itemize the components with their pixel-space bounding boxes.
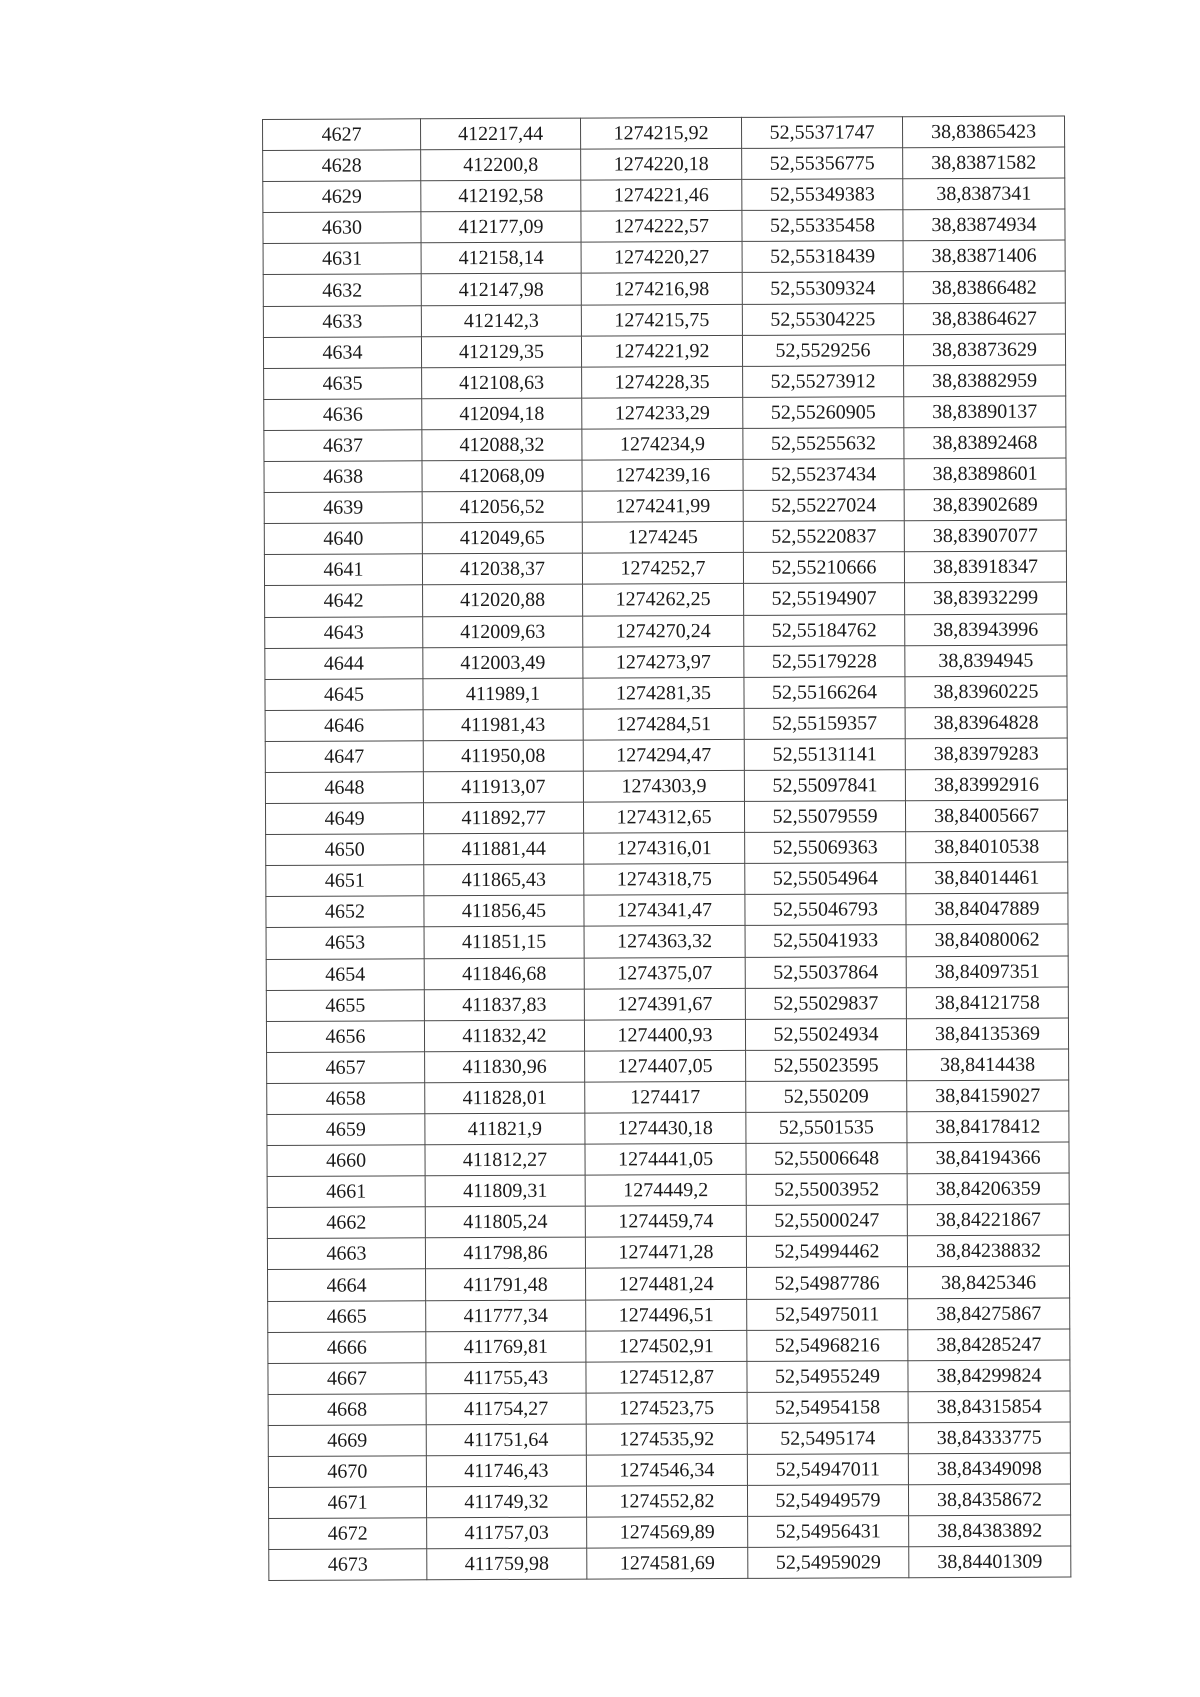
point-number-cell: 4673 [269, 1549, 427, 1581]
point-number-cell: 4641 [264, 554, 422, 586]
latitude-cell: 52,54959029 [748, 1547, 909, 1579]
point-number-cell: 4667 [268, 1363, 426, 1395]
longitude-cell: 38,84401309 [909, 1546, 1071, 1578]
x-coordinate-cell: 412177,09 [421, 211, 581, 243]
x-coordinate-cell: 411751,64 [426, 1424, 586, 1456]
table-row [265, 800, 1067, 835]
latitude-cell: 52,55210666 [743, 552, 904, 584]
latitude-cell: 52,55273912 [743, 365, 904, 397]
y-coordinate-cell: 1274294,47 [583, 739, 744, 771]
latitude-cell: 52,55069363 [745, 832, 906, 864]
table-row [266, 893, 1068, 928]
table-row [268, 1422, 1070, 1457]
longitude-cell: 38,84047889 [906, 893, 1068, 925]
longitude-cell: 38,84080062 [906, 924, 1068, 956]
longitude-cell: 38,84275867 [908, 1298, 1070, 1330]
y-coordinate-cell: 1274341,47 [584, 895, 745, 927]
point-number-cell: 4669 [268, 1425, 426, 1457]
table-row [265, 645, 1067, 680]
y-coordinate-cell: 1274233,29 [582, 397, 743, 429]
table-row [267, 1235, 1069, 1270]
x-coordinate-cell: 412200,8 [421, 149, 581, 181]
table-row [263, 303, 1065, 338]
latitude-cell: 52,55318439 [742, 241, 903, 273]
table-row [267, 1111, 1069, 1146]
point-number-cell: 4639 [264, 492, 422, 524]
y-coordinate-cell: 1274481,24 [586, 1268, 747, 1300]
x-coordinate-cell: 411791,48 [426, 1269, 586, 1301]
y-coordinate-cell: 1274569,89 [587, 1517, 748, 1549]
point-number-cell: 4655 [266, 989, 424, 1021]
x-coordinate-cell: 411989,1 [423, 678, 583, 710]
y-coordinate-cell: 1274459,74 [585, 1206, 746, 1238]
longitude-cell: 38,83890137 [904, 396, 1066, 428]
table-row [267, 1080, 1069, 1115]
latitude-cell: 52,54987786 [747, 1267, 908, 1299]
point-number-cell: 4636 [264, 399, 422, 431]
y-coordinate-cell: 1274239,16 [582, 459, 743, 491]
y-coordinate-cell: 1274502,91 [586, 1330, 747, 1362]
longitude-cell: 38,83871582 [903, 147, 1065, 179]
longitude-cell: 38,83992916 [905, 769, 1067, 801]
latitude-cell: 52,54955249 [747, 1360, 908, 1392]
x-coordinate-cell: 411749,32 [426, 1486, 586, 1518]
point-number-cell: 4632 [263, 274, 421, 306]
x-coordinate-cell: 412009,63 [423, 616, 583, 648]
point-number-cell: 4629 [263, 181, 421, 213]
point-number-cell: 4650 [266, 834, 424, 866]
point-number-cell: 4654 [266, 958, 424, 990]
table-row [264, 551, 1066, 586]
y-coordinate-cell: 1274441,05 [585, 1143, 746, 1175]
point-number-cell: 4668 [268, 1394, 426, 1426]
latitude-cell: 52,55097841 [744, 770, 905, 802]
latitude-cell: 52,55194907 [744, 583, 905, 615]
longitude-cell: 38,84349098 [908, 1453, 1070, 1485]
latitude-cell: 52,55024934 [745, 1018, 906, 1050]
y-coordinate-cell: 1274400,93 [584, 1019, 745, 1051]
y-coordinate-cell: 1274316,01 [584, 833, 745, 865]
x-coordinate-cell: 411821,9 [425, 1113, 585, 1145]
table-row [266, 1018, 1068, 1053]
x-coordinate-cell: 411754,27 [426, 1393, 586, 1425]
latitude-cell: 52,55179228 [744, 645, 905, 677]
x-coordinate-cell: 412142,3 [421, 305, 581, 337]
y-coordinate-cell: 1274221,92 [581, 335, 742, 367]
x-coordinate-cell: 411746,43 [426, 1455, 586, 1487]
longitude-cell: 38,84097351 [906, 956, 1068, 988]
table-row [263, 240, 1065, 275]
longitude-cell: 38,84178412 [907, 1111, 1069, 1143]
x-coordinate-cell: 412108,63 [422, 367, 582, 399]
longitude-cell: 38,8394945 [905, 645, 1067, 677]
latitude-cell: 52,55371747 [741, 117, 902, 149]
y-coordinate-cell: 1274552,82 [586, 1486, 747, 1518]
y-coordinate-cell: 1274312,65 [583, 801, 744, 833]
latitude-cell: 52,55237434 [743, 459, 904, 491]
x-coordinate-cell: 411832,42 [424, 1020, 584, 1052]
table-row [265, 613, 1067, 648]
y-coordinate-cell: 1274430,18 [585, 1112, 746, 1144]
table-row [264, 365, 1066, 400]
longitude-cell: 38,84333775 [908, 1422, 1070, 1454]
y-coordinate-cell: 1274228,35 [582, 366, 743, 398]
y-coordinate-cell: 1274417 [585, 1081, 746, 1113]
x-coordinate-cell: 411830,96 [425, 1051, 585, 1083]
latitude-cell: 52,55220837 [743, 521, 904, 553]
longitude-cell: 38,83874934 [903, 209, 1065, 241]
latitude-cell: 52,55029837 [745, 987, 906, 1019]
x-coordinate-cell: 411777,34 [426, 1300, 586, 1332]
latitude-cell: 52,54956431 [748, 1516, 909, 1548]
point-number-cell: 4662 [267, 1207, 425, 1239]
point-number-cell: 4638 [264, 461, 422, 493]
longitude-cell: 38,83866482 [903, 271, 1065, 303]
table-row [265, 769, 1067, 804]
y-coordinate-cell: 1274215,92 [580, 117, 741, 149]
table-row [263, 334, 1065, 369]
point-number-cell: 4644 [265, 647, 423, 679]
longitude-cell: 38,84014461 [906, 862, 1068, 894]
point-number-cell: 4671 [268, 1487, 426, 1519]
longitude-cell: 38,84315854 [908, 1391, 1070, 1423]
point-number-cell: 4635 [264, 368, 422, 400]
longitude-cell: 38,84121758 [906, 987, 1068, 1019]
longitude-cell: 38,84005667 [905, 800, 1067, 832]
latitude-cell: 52,55037864 [745, 956, 906, 988]
x-coordinate-cell: 411865,43 [424, 864, 584, 896]
longitude-cell: 38,8425346 [908, 1266, 1070, 1298]
table-row [265, 676, 1067, 711]
latitude-cell: 52,55023595 [746, 1050, 907, 1082]
longitude-cell: 38,84010538 [906, 831, 1068, 863]
y-coordinate-cell: 1274273,97 [583, 646, 744, 678]
table-row [267, 1204, 1069, 1239]
latitude-cell: 52,5529256 [742, 334, 903, 366]
point-number-cell: 4656 [266, 1021, 424, 1053]
table-row [264, 427, 1066, 462]
y-coordinate-cell: 1274241,99 [582, 491, 743, 523]
x-coordinate-cell: 411981,43 [423, 709, 583, 741]
point-number-cell: 4628 [263, 150, 421, 182]
latitude-cell: 52,55166264 [744, 676, 905, 708]
table-row [266, 956, 1068, 991]
longitude-cell: 38,83864627 [903, 303, 1065, 335]
table-row [263, 209, 1065, 244]
y-coordinate-cell: 1274220,18 [581, 149, 742, 181]
latitude-cell: 52,5495174 [747, 1423, 908, 1455]
point-number-cell: 4666 [268, 1331, 426, 1363]
latitude-cell: 52,54975011 [747, 1298, 908, 1330]
longitude-cell: 38,83898601 [904, 458, 1066, 490]
point-number-cell: 4670 [268, 1456, 426, 1488]
point-number-cell: 4647 [265, 741, 423, 773]
table-row [265, 707, 1067, 742]
table-row [266, 862, 1068, 897]
point-number-cell: 4664 [268, 1269, 426, 1301]
longitude-cell: 38,83871406 [903, 240, 1065, 272]
longitude-cell: 38,83865423 [902, 116, 1064, 148]
x-coordinate-cell: 411798,86 [425, 1237, 585, 1269]
table-row [265, 582, 1067, 617]
point-number-cell: 4642 [265, 585, 423, 617]
latitude-cell: 52,54994462 [746, 1236, 907, 1268]
point-number-cell: 4657 [267, 1052, 425, 1084]
table-row [264, 489, 1066, 524]
latitude-cell: 52,55003952 [746, 1174, 907, 1206]
latitude-cell: 52,55131141 [744, 739, 905, 771]
x-coordinate-cell: 411828,01 [425, 1082, 585, 1114]
table-row [268, 1484, 1070, 1519]
latitude-cell: 52,55260905 [743, 397, 904, 429]
y-coordinate-cell: 1274496,51 [586, 1299, 747, 1331]
latitude-cell: 52,54949579 [747, 1485, 908, 1517]
latitude-cell: 52,54947011 [747, 1454, 908, 1486]
table-row [269, 1515, 1071, 1550]
latitude-cell: 52,55304225 [742, 303, 903, 335]
table-row [264, 396, 1066, 431]
table-row [266, 987, 1068, 1022]
latitude-cell: 52,55041933 [745, 925, 906, 957]
y-coordinate-cell: 1274318,75 [584, 864, 745, 896]
x-coordinate-cell: 411769,81 [426, 1331, 586, 1363]
y-coordinate-cell: 1274535,92 [586, 1423, 747, 1455]
y-coordinate-cell: 1274245 [582, 522, 743, 554]
longitude-cell: 38,84358672 [908, 1484, 1070, 1516]
point-number-cell: 4665 [268, 1300, 426, 1332]
x-coordinate-cell: 411846,68 [424, 958, 584, 990]
y-coordinate-cell: 1274471,28 [585, 1237, 746, 1269]
latitude-cell: 52,54954158 [747, 1392, 908, 1424]
x-coordinate-cell: 412094,18 [422, 398, 582, 430]
latitude-cell: 52,55046793 [745, 894, 906, 926]
latitude-cell: 52,54968216 [747, 1329, 908, 1361]
longitude-cell: 38,83882959 [904, 365, 1066, 397]
y-coordinate-cell: 1274262,25 [583, 584, 744, 616]
table-row [264, 520, 1066, 555]
point-number-cell: 4658 [267, 1083, 425, 1115]
point-number-cell: 4672 [269, 1518, 427, 1550]
table-row [268, 1391, 1070, 1426]
x-coordinate-cell: 411881,44 [424, 833, 584, 865]
longitude-cell: 38,8387341 [903, 178, 1065, 210]
latitude-cell: 52,55054964 [745, 863, 906, 895]
y-coordinate-cell: 1274546,34 [586, 1454, 747, 1486]
point-number-cell: 4646 [265, 710, 423, 742]
y-coordinate-cell: 1274407,05 [585, 1050, 746, 1082]
y-coordinate-cell: 1274222,57 [581, 211, 742, 243]
point-number-cell: 4661 [267, 1176, 425, 1208]
table-row [267, 1142, 1069, 1177]
x-coordinate-cell: 411757,03 [427, 1517, 587, 1549]
latitude-cell: 52,5501535 [746, 1112, 907, 1144]
point-number-cell: 4660 [267, 1145, 425, 1177]
x-coordinate-cell: 411837,83 [424, 989, 584, 1021]
y-coordinate-cell: 1274284,51 [583, 708, 744, 740]
point-number-cell: 4652 [266, 896, 424, 928]
table-row [269, 1546, 1071, 1581]
latitude-cell: 52,55184762 [744, 614, 905, 646]
longitude-cell: 38,83902689 [904, 489, 1066, 521]
y-coordinate-cell: 1274220,27 [581, 242, 742, 274]
x-coordinate-cell: 411805,24 [425, 1206, 585, 1238]
point-number-cell: 4627 [263, 119, 421, 151]
x-coordinate-cell: 412056,52 [422, 491, 582, 523]
latitude-cell: 52,55000247 [746, 1205, 907, 1237]
y-coordinate-cell: 1274216,98 [581, 273, 742, 305]
table-row [265, 738, 1067, 773]
x-coordinate-cell: 412049,65 [422, 522, 582, 554]
latitude-cell: 52,55356775 [742, 148, 903, 180]
x-coordinate-cell: 412003,49 [423, 647, 583, 679]
y-coordinate-cell: 1274215,75 [581, 304, 742, 336]
table-row [268, 1453, 1070, 1488]
x-coordinate-cell: 412088,32 [422, 429, 582, 461]
y-coordinate-cell: 1274281,35 [583, 677, 744, 709]
x-coordinate-cell: 411809,31 [425, 1175, 585, 1207]
longitude-cell: 38,84383892 [909, 1515, 1071, 1547]
x-coordinate-cell: 412217,44 [421, 118, 581, 150]
x-coordinate-cell: 411856,45 [424, 895, 584, 927]
y-coordinate-cell: 1274270,24 [583, 615, 744, 647]
point-number-cell: 4648 [265, 772, 423, 804]
point-number-cell: 4637 [264, 430, 422, 462]
longitude-cell: 38,8414438 [907, 1049, 1069, 1081]
latitude-cell: 52,55349383 [742, 179, 903, 211]
table-row [268, 1298, 1070, 1333]
longitude-cell: 38,83873629 [903, 334, 1065, 366]
point-number-cell: 4640 [264, 523, 422, 555]
longitude-cell: 38,84135369 [906, 1018, 1068, 1050]
y-coordinate-cell: 1274363,32 [584, 926, 745, 958]
longitude-cell: 38,83979283 [905, 738, 1067, 770]
latitude-cell: 52,55079559 [744, 801, 905, 833]
point-number-cell: 4651 [266, 865, 424, 897]
table-row [263, 116, 1065, 151]
table-row [268, 1329, 1070, 1364]
point-number-cell: 4643 [265, 616, 423, 648]
longitude-cell: 38,83932299 [905, 582, 1067, 614]
longitude-cell: 38,84299824 [908, 1360, 1070, 1392]
table-row [264, 458, 1066, 493]
point-number-cell: 4630 [263, 212, 421, 244]
longitude-cell: 38,83943996 [905, 613, 1067, 645]
longitude-cell: 38,83892468 [904, 427, 1066, 459]
point-number-cell: 4663 [267, 1238, 425, 1270]
y-coordinate-cell: 1274512,87 [586, 1361, 747, 1393]
longitude-cell: 38,83918347 [904, 551, 1066, 583]
table-row [266, 831, 1068, 866]
x-coordinate-cell: 411851,15 [424, 927, 584, 959]
point-number-cell: 4631 [263, 243, 421, 275]
x-coordinate-cell: 412068,09 [422, 460, 582, 492]
longitude-cell: 38,83960225 [905, 676, 1067, 708]
longitude-cell: 38,84194366 [907, 1142, 1069, 1174]
longitude-cell: 38,84238832 [907, 1235, 1069, 1267]
point-number-cell: 4653 [266, 927, 424, 959]
latitude-cell: 52,55309324 [742, 272, 903, 304]
latitude-cell: 52,55006648 [746, 1143, 907, 1175]
table-row [268, 1266, 1070, 1301]
y-coordinate-cell: 1274375,07 [584, 957, 745, 989]
table-row [268, 1360, 1070, 1395]
latitude-cell: 52,55159357 [744, 707, 905, 739]
x-coordinate-cell: 411755,43 [426, 1362, 586, 1394]
y-coordinate-cell: 1274234,9 [582, 428, 743, 460]
table-row [263, 147, 1065, 182]
x-coordinate-cell: 411892,77 [423, 802, 583, 834]
x-coordinate-cell: 412192,58 [421, 180, 581, 212]
table-row [263, 271, 1065, 306]
longitude-cell: 38,84206359 [907, 1173, 1069, 1205]
y-coordinate-cell: 1274252,7 [582, 553, 743, 585]
table-row [266, 924, 1068, 959]
x-coordinate-cell: 411950,08 [423, 740, 583, 772]
x-coordinate-cell: 412158,14 [421, 242, 581, 274]
y-coordinate-cell: 1274581,69 [587, 1548, 748, 1580]
longitude-cell: 38,84285247 [908, 1329, 1070, 1361]
longitude-cell: 38,83907077 [904, 520, 1066, 552]
longitude-cell: 38,84221867 [907, 1204, 1069, 1236]
x-coordinate-cell: 411812,27 [425, 1144, 585, 1176]
longitude-cell: 38,83964828 [905, 707, 1067, 739]
x-coordinate-cell: 411913,07 [423, 771, 583, 803]
latitude-cell: 52,550209 [746, 1081, 907, 1113]
longitude-cell: 38,84159027 [907, 1080, 1069, 1112]
y-coordinate-cell: 1274523,75 [586, 1392, 747, 1424]
latitude-cell: 52,55335458 [742, 210, 903, 242]
x-coordinate-cell: 412129,35 [421, 336, 581, 368]
x-coordinate-cell: 411759,98 [427, 1548, 587, 1580]
point-number-cell: 4645 [265, 678, 423, 710]
coordinate-table [262, 115, 1071, 1581]
table-row [267, 1049, 1069, 1084]
x-coordinate-cell: 412020,88 [423, 585, 583, 617]
point-number-cell: 4633 [263, 305, 421, 337]
point-number-cell: 4634 [263, 336, 421, 368]
point-number-cell: 4659 [267, 1114, 425, 1146]
latitude-cell: 52,55227024 [743, 490, 904, 522]
y-coordinate-cell: 1274449,2 [585, 1175, 746, 1207]
point-number-cell: 4649 [265, 803, 423, 835]
y-coordinate-cell: 1274221,46 [581, 180, 742, 212]
coordinate-table-body [263, 116, 1071, 1581]
table-row [267, 1173, 1069, 1208]
latitude-cell: 52,55255632 [743, 428, 904, 460]
y-coordinate-cell: 1274303,9 [583, 770, 744, 802]
x-coordinate-cell: 412147,98 [421, 274, 581, 306]
y-coordinate-cell: 1274391,67 [584, 988, 745, 1020]
x-coordinate-cell: 412038,37 [422, 553, 582, 585]
table-row [263, 178, 1065, 213]
